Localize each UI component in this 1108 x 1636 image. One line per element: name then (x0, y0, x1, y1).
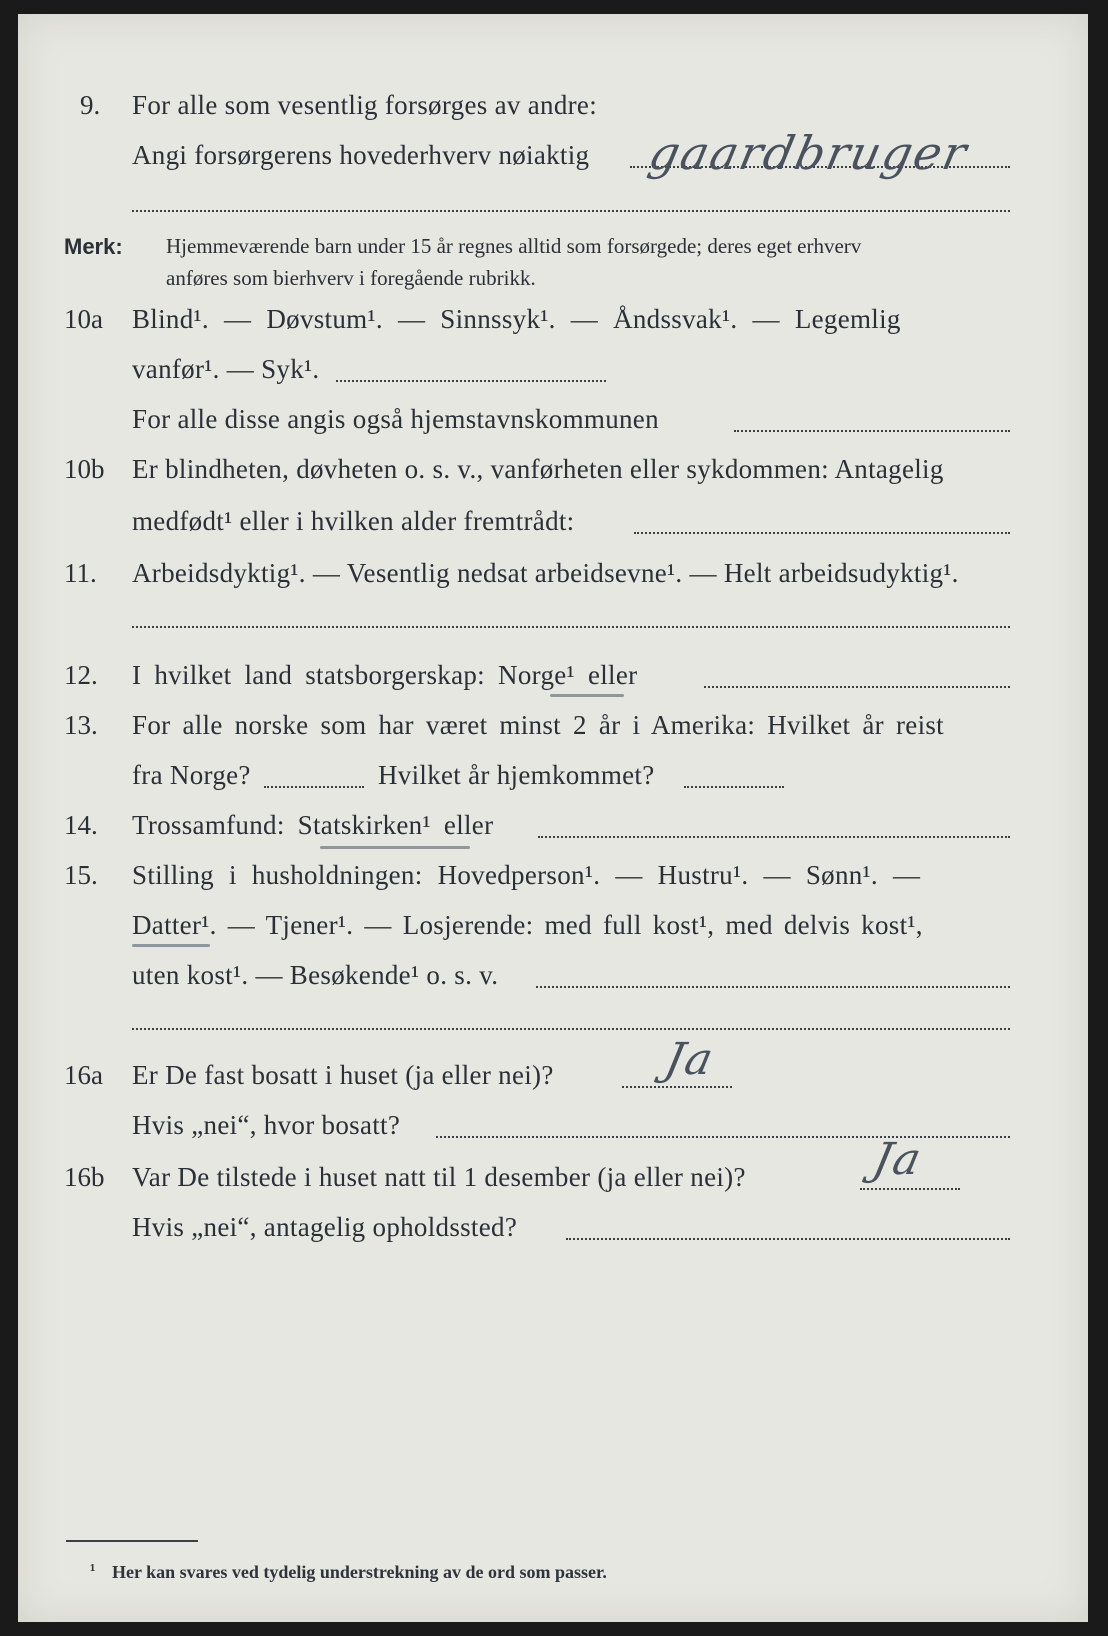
q11-number: 11. (64, 558, 97, 588)
q14-number: 14. (64, 810, 98, 840)
q13-hjemkommet-field[interactable] (684, 786, 784, 788)
q16a-handwritten-answer: Ja (660, 1034, 720, 1085)
q10b-line2: medfødt¹ eller i hvilken alder fremtrådt: (132, 506, 575, 536)
q11-line1: Arbeidsdyktig¹. — Vesentlig nedsat arbeidsevne¹. — Helt arbeidsudyktig¹. (132, 558, 959, 588)
q10b-field[interactable] (634, 532, 1010, 534)
footnote-divider (66, 1540, 198, 1542)
q13-line1: For alle norske som har været minst 2 år i Amerika: Hvilket år reist (132, 710, 944, 740)
footnote-text: Her kan svares ved tydelig understrekning av de ord som passer. (112, 1562, 607, 1582)
q9-line2: Angi forsørgerens hovederhverv nøiaktig (132, 140, 590, 170)
q16b-line1: Var De tilstede i huset natt til 1 desember (ja eller nei)? (132, 1162, 746, 1192)
statskirken-underline-mark (320, 846, 470, 849)
q15-extra-line[interactable] (132, 1028, 1010, 1030)
q10b-line1: Er blindheten, døvheten o. s. v., vanførheten eller sykdommen: Antagelig (132, 454, 944, 484)
q10a-number: 10a (64, 304, 103, 334)
q16b-line2: Hvis „nei“, antagelig opholdssted? (132, 1212, 518, 1242)
q13-reist-field[interactable] (264, 786, 364, 788)
q16a-line1: Er De fast bosatt i huset (ja eller nei)? (132, 1060, 554, 1090)
q10b-number: 10b (64, 454, 105, 484)
merk-label: Merk: (64, 234, 123, 259)
q15-line2: Datter¹. — Tjener¹. — Losjerende: med full kost¹, med delvis kost¹, (132, 910, 923, 940)
q10a-line2: vanfør¹. — Syk¹. (132, 354, 320, 384)
q10a-line3: For alle disse angis også hjemstavnskommunen (132, 404, 659, 434)
q16a-number: 16a (64, 1060, 103, 1090)
q16b-field[interactable] (860, 1188, 960, 1190)
q16a-line2: Hvis „nei“, hvor bosatt? (132, 1110, 401, 1140)
q16b-handwritten-answer: Ja (868, 1134, 928, 1185)
q16b-number: 16b (64, 1162, 105, 1192)
q16a-field[interactable] (622, 1086, 732, 1088)
q13-line2b: Hvilket år hjemkommet? (378, 760, 655, 790)
q15-line3: uten kost¹. — Besøkende¹ o. s. v. (132, 960, 499, 990)
q12-number: 12. (64, 660, 98, 690)
q13-number: 13. (64, 710, 98, 740)
q15-number: 15. (64, 860, 98, 890)
q10a-hjemstavn-field[interactable] (734, 430, 1010, 432)
q14-line1: Trossamfund: Statskirken¹ eller (132, 810, 494, 840)
q16b-opholdssted-field[interactable] (566, 1238, 1010, 1240)
norge-underline-mark (550, 694, 624, 697)
q15-line1: Stilling i husholdningen: Hovedperson¹. — Hustru¹. — Sønn¹. — (132, 860, 921, 890)
q11-extra-line[interactable] (132, 626, 1010, 628)
merk-line1: Hjemmeværende barn under 15 år regnes alltid som forsørgede; deres eget erhverv (166, 234, 862, 258)
q12-line1: I hvilket land statsborgerskap: Norge¹ eller (132, 660, 638, 690)
q9-line1: For alle som vesentlig forsørges av andre: (132, 90, 597, 120)
footnote-mark: ¹ (90, 1560, 96, 1580)
q9-extra-line[interactable] (132, 210, 1010, 212)
q13-line2a: fra Norge? (132, 760, 251, 790)
q9-handwritten-answer: gaardbruger (644, 126, 974, 180)
q14-field[interactable] (538, 836, 1010, 838)
q12-field[interactable] (704, 686, 1010, 688)
q10a-line1: Blind¹. — Døvstum¹. — Sinnssyk¹. — Åndssvak¹. — Legemlig (132, 304, 901, 334)
merk-line2: anføres som bierhverv i foregående rubrikk. (166, 266, 536, 290)
datter-underline-mark (132, 944, 210, 947)
q15-field[interactable] (536, 986, 1010, 988)
q10a-syk-field[interactable] (336, 380, 606, 382)
census-form-page (18, 14, 1088, 1622)
q9-number: 9. (80, 90, 101, 120)
